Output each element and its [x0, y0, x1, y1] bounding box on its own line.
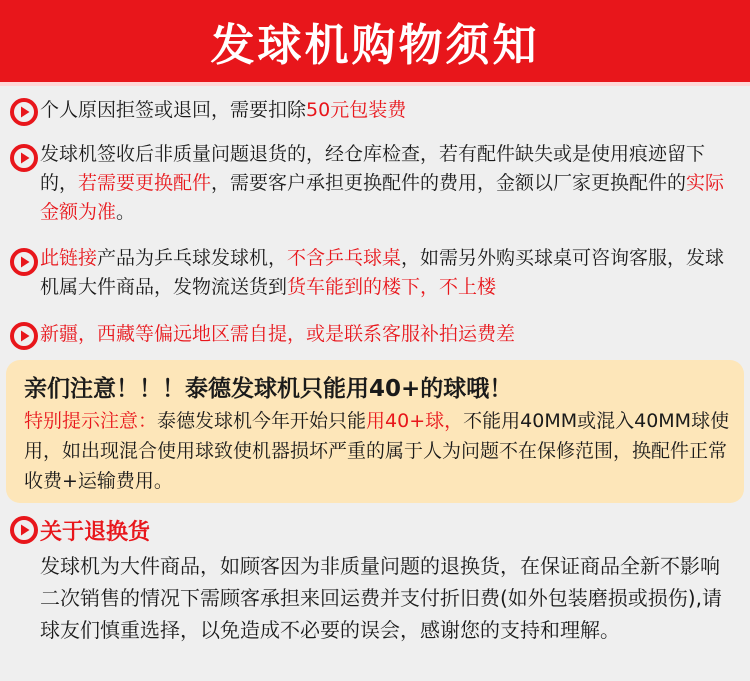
notice-text	[24, 406, 734, 496]
highlight-text: 实际金额为准	[40, 172, 725, 223]
highlight-text: 用40+球，	[366, 410, 464, 432]
play-bullet-icon	[10, 98, 38, 126]
item-text	[40, 244, 734, 302]
body-text: 发球机签收后非质量问题退货的，经仓库检查，若有配件缺失或是使用痕迹留下的，	[40, 143, 706, 194]
page-header	[0, 0, 750, 82]
list-item	[0, 96, 750, 128]
highlight-text: 50元包装费	[306, 99, 407, 121]
body-text: 不能用40MM或混入40MM球使用，如出现混合使用球致使机器损坏严重的属于人为问题不在保修范围，换配件正常收费+运输费用。	[24, 410, 730, 492]
returns-text: 发球机为大件商品，如顾客因为非质量问题的退换货，在保证商品全新不影响二次销售的情况下需顾客承担来回运费并支付折旧费(如外包装磨损或损伤),请球友们慎重选择，以免造成不必要的误会，感谢您的支持和理解。	[40, 554, 722, 642]
highlight-text: 特别提示注意：	[24, 410, 158, 432]
play-bullet-icon	[10, 248, 38, 276]
body-text: 产品为乒乓球发球机，	[97, 247, 288, 269]
item-text	[40, 96, 734, 125]
body-text: ，需要客户承担更换配件的费用，金额以厂家更换配件的	[211, 172, 687, 194]
body-text: ，如需另外购买球桌可咨询客服，发球机属大件商品，发物流送货到	[40, 247, 725, 298]
list-item	[0, 140, 750, 232]
notice-box	[6, 360, 744, 503]
play-bullet-icon	[10, 144, 38, 172]
play-bullet-icon	[10, 516, 38, 544]
list-item	[0, 320, 750, 352]
header-divider	[0, 82, 750, 86]
item-text	[40, 140, 734, 227]
body-text: 泰德发球机今年开始只能	[157, 410, 367, 432]
notice-title: 亲们注意！！！泰德发球机只能用40+的球哦！	[24, 376, 513, 402]
list-item	[0, 244, 750, 306]
highlight-text: 不含乒乓球桌	[287, 247, 402, 269]
body-text: 。	[116, 201, 136, 223]
play-bullet-icon	[10, 322, 38, 350]
highlight-text: 此链接	[40, 247, 98, 269]
item-text	[40, 320, 734, 349]
highlight-text: 新疆，西藏等偏远地区需自提，或是联系客服补拍运费差	[40, 323, 516, 345]
returns-heading: 关于退换货	[40, 520, 151, 545]
page-title: 发球机购物须知	[210, 20, 540, 71]
highlight-text: 货车能到的楼下，不上楼	[287, 276, 497, 298]
body-text: 个人原因拒签或退回，需要扣除	[40, 99, 307, 121]
highlight-text: 若需要更换配件	[78, 172, 212, 194]
